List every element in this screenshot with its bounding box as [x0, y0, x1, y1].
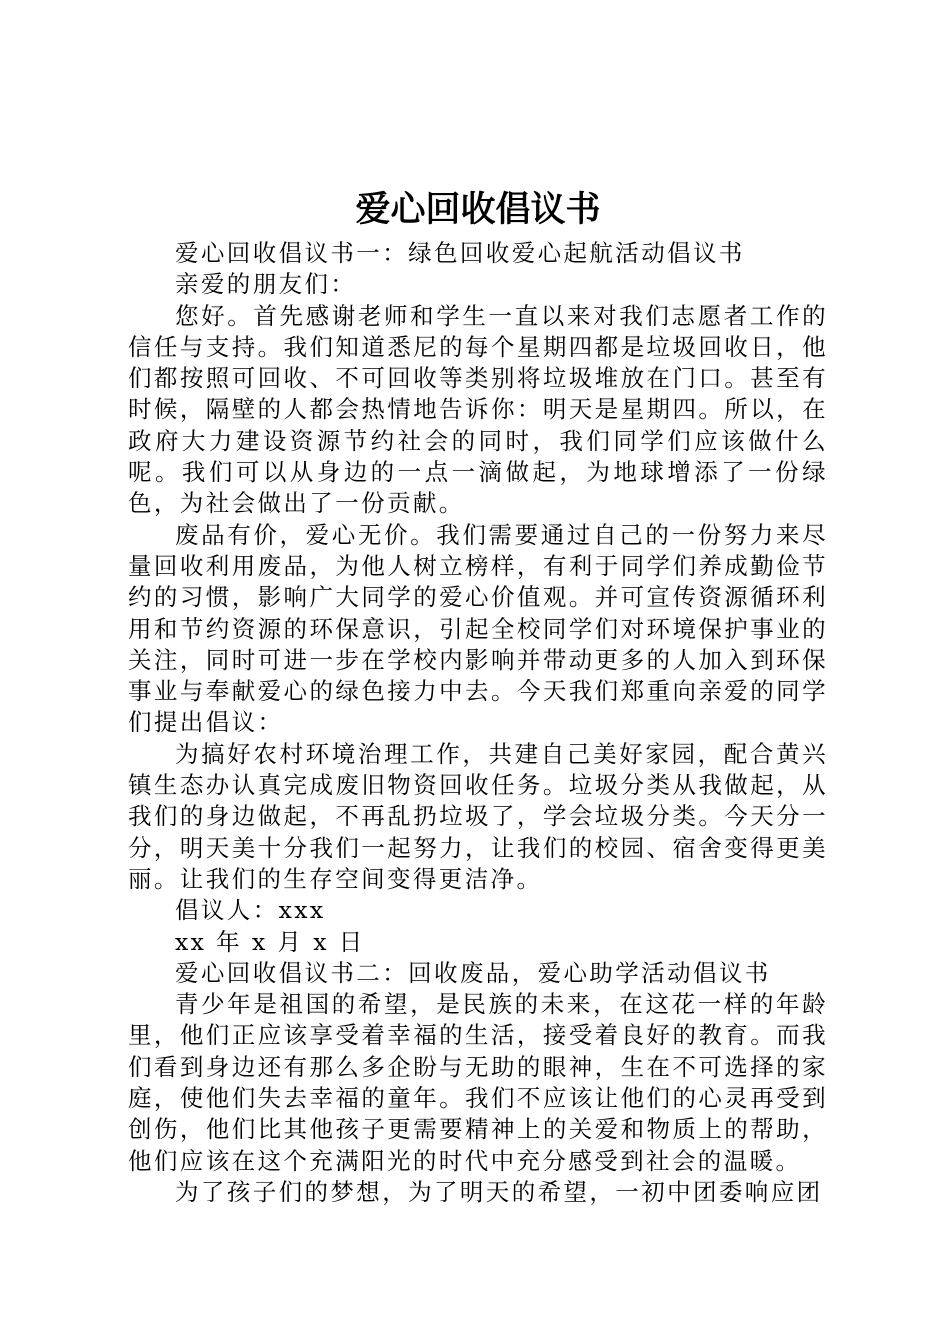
- section-heading-2: 爱心回收倡议书二：回收废品，爱心助学活动倡议书: [175, 958, 771, 987]
- document-title: 爱心回收倡议书: [355, 190, 601, 230]
- section-heading-1: 爱心回收倡议书一：绿色回收爱心起航活动倡议书: [175, 239, 745, 267]
- paragraph-value: 废品有价，爱心无价。我们需要通过自己的一份努力来尽量回收利用废品，为他人树立榜样，有利于同学们养成勤俭节约的习惯，影响广大同学的爱心价值观。并可宣传资源循环利用和节约资源的环保意识，引起全校同学们对环境保护事业的关注，同时可进一步在学校内影响并带动更多的人加入到环保事业与奉献爱心的绿色接力中去。今天我们郑重向亲爱的同学们提出倡议：: [128, 520, 828, 737]
- document-body: [128, 238, 828, 1208]
- paragraph-youth: 青少年是祖国的希望，是民族的未来，在这花一样的年龄里，他们正应该享受着幸福的生活，接受着良好的教育。而我们看到身边还有那么多企盼与无助的眼神，生在不可选择的家庭，使他们失去幸福的童年。我们不应该让他们的心灵再受到创伤，他们比其他孩子更需要精神上的关爱和物质上的帮助，他们应该在这个充满阳光的时代中充分感受到社会的温暖。: [128, 990, 828, 1175]
- paragraph-dreams: 为了孩子们的梦想，为了明天的希望，一初中团委响应团: [175, 1177, 823, 1206]
- paragraph-proposal: 为搞好农村环境治理工作，共建自己美好家园，配合黄兴镇生态办认真完成废旧物资回收任务。垃圾分类从我做起，从我们的身边做起，不再乱扔垃圾了，学会垃圾分类。今天分一分，明天美十分我们一起努力，让我们的校园、宿舍变得更美丽。让我们的生存空间变得更洁净。: [128, 739, 828, 893]
- signature-line: 倡议人：xxx: [175, 896, 326, 925]
- paragraph-greeting: 您好。首先感谢老师和学生一直以来对我们志愿者工作的信任与支持。我们知道悉尼的每个星期四都是垃圾回收日，他们都按照可回收、不可回收等类别将垃圾堆放在门口。甚至有时候，隔壁的人都会热情地告诉你：明天是星期四。所以，在政府大力建设资源节约社会的同时，我们同学们应该做什么呢。我们可以从身边的一点一滴做起，为地球增添了一份绿色，为社会做出了一份贡献。: [128, 301, 828, 518]
- date-line: xx 年 x 月 x 日: [175, 927, 365, 956]
- salutation: 亲爱的朋友们：: [175, 270, 357, 299]
- document-page: [128, 182, 828, 1208]
